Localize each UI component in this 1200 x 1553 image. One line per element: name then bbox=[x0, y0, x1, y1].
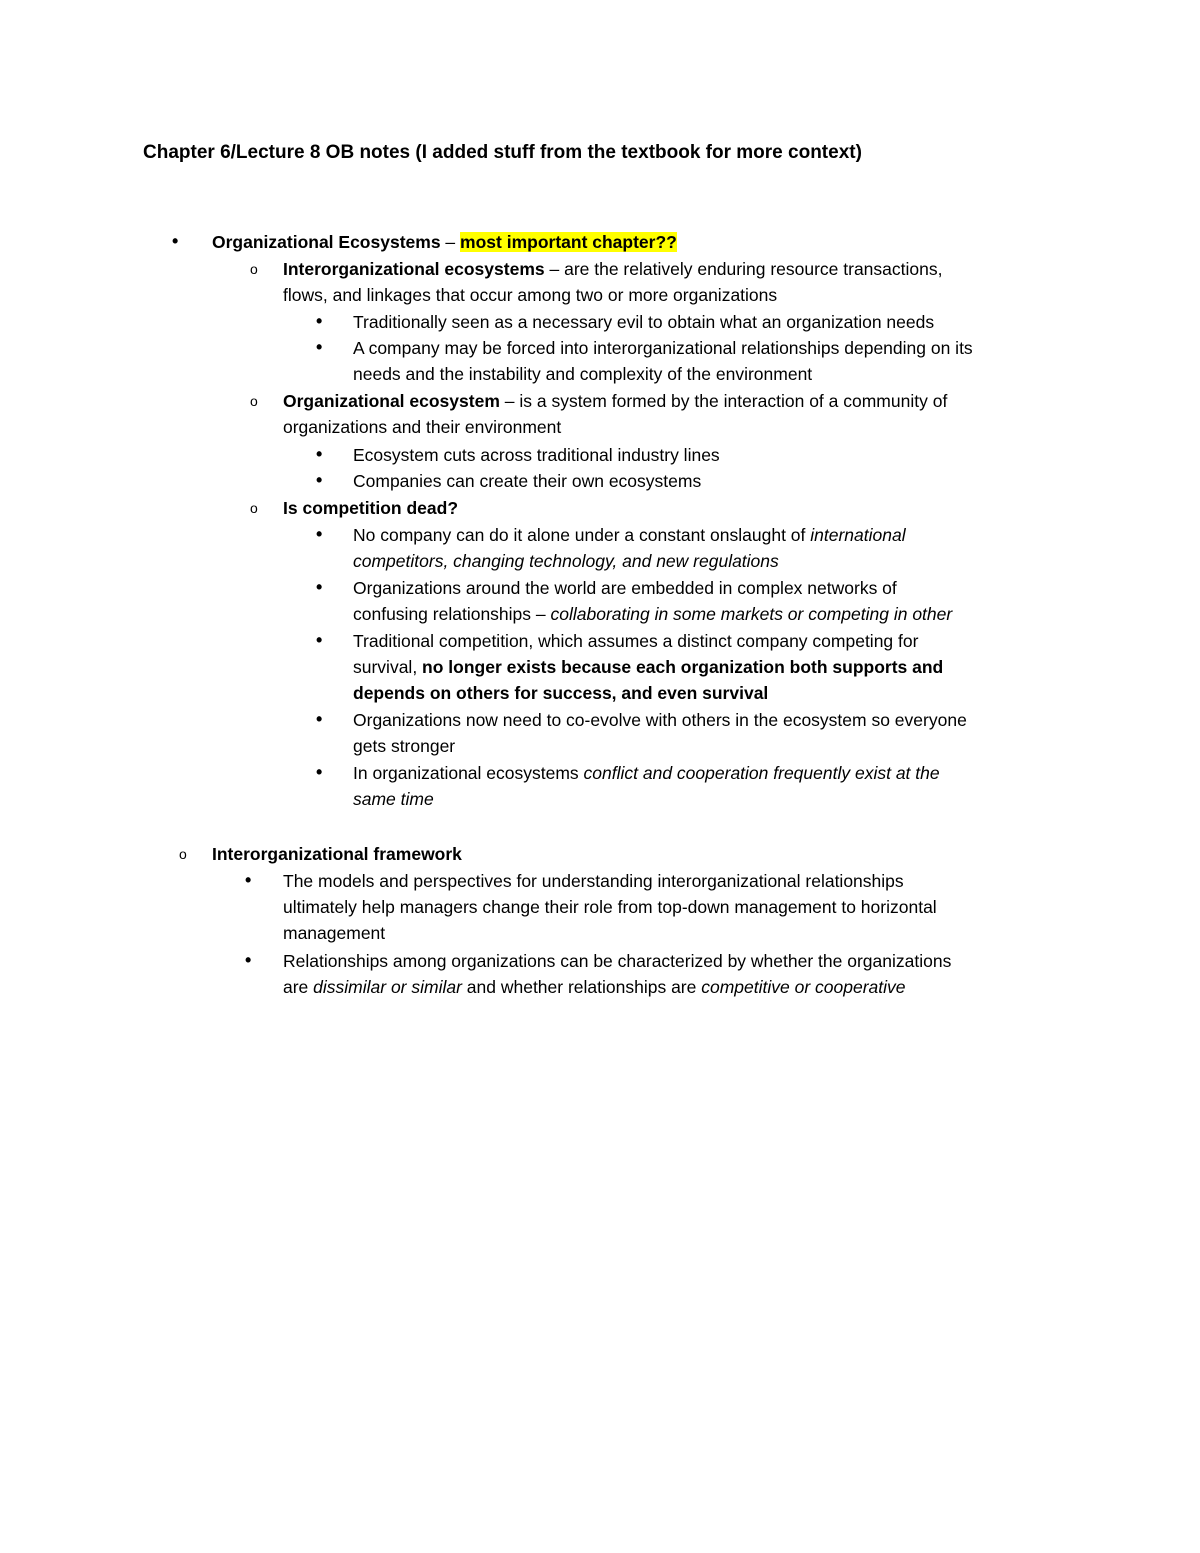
list-item: Organizations now need to co-evolve with others in the ecosystem so everyone bbox=[353, 710, 967, 730]
list-item-continuation: confusing relationships – collaborating in some markets or competing in other bbox=[353, 604, 953, 624]
subheading-framework: Interorganizational framework bbox=[212, 844, 462, 864]
list-item: In organizational ecosystems conflict and cooperation frequently exist at the bbox=[353, 763, 940, 783]
list-item-continuation: same time bbox=[353, 789, 434, 809]
list-item: A company may be forced into interorganizational relationships depending on its bbox=[353, 338, 973, 358]
bullet-icon: • bbox=[316, 577, 323, 597]
list-item-continuation: ultimately help managers change their role from top-down management to horizontal bbox=[283, 897, 937, 917]
list-item-continuation: needs and the instability and complexity of the environment bbox=[353, 364, 813, 384]
list-item: Ecosystem cuts across traditional industry lines bbox=[353, 445, 720, 465]
term-org-ecosystem: Organizational ecosystem bbox=[283, 391, 500, 411]
list-item-continuation: gets stronger bbox=[353, 736, 456, 756]
list-item: Traditional competition, which assumes a distinct company competing for bbox=[353, 631, 919, 651]
list-item-interorg-ecosystems: Interorganizational ecosystems – are the relatively enduring resource transactions, bbox=[283, 259, 943, 279]
list-item-org-ecosystems: Organizational Ecosystems – most important chapter?? bbox=[212, 232, 677, 252]
bullet-icon: • bbox=[316, 470, 323, 490]
bullet-icon: • bbox=[316, 762, 323, 782]
subheading-competition: Is competition dead? bbox=[283, 498, 459, 518]
list-item-continuation: are dissimilar or similar and whether relationships are competitive or cooperative bbox=[283, 977, 906, 997]
list-item-continuation: survival, no longer exists because each organization both supports and bbox=[353, 657, 944, 677]
term-interorg-ecosystems: Interorganizational ecosystems bbox=[283, 259, 545, 279]
bullet-icon: • bbox=[316, 524, 323, 544]
list-item-continuation: competitors, changing technology, and new regulations bbox=[353, 551, 779, 571]
definition-continuation: flows, and linkages that occur among two or more organizations bbox=[283, 285, 778, 305]
circle-bullet-icon: o bbox=[179, 846, 187, 862]
page-title: Chapter 6/Lecture 8 OB notes (I added stuff from the textbook for more context) bbox=[143, 142, 862, 163]
list-item-continuation: depends on others for success, and even survival bbox=[353, 683, 769, 703]
list-item: No company can do it alone under a constant onslaught of international bbox=[353, 525, 906, 545]
circle-bullet-icon: o bbox=[250, 500, 258, 516]
bullet-icon: • bbox=[316, 337, 323, 357]
definition-continuation: organizations and their environment bbox=[283, 417, 562, 437]
bullet-icon: • bbox=[316, 630, 323, 650]
circle-bullet-icon: o bbox=[250, 393, 258, 409]
list-item: The models and perspectives for understanding interorganizational relationships bbox=[283, 871, 904, 891]
circle-bullet-icon: o bbox=[250, 261, 258, 277]
list-item-continuation: management bbox=[283, 923, 386, 943]
bullet-icon: • bbox=[316, 311, 323, 331]
list-item: Companies can create their own ecosystems bbox=[353, 471, 702, 491]
highlight-note: most important chapter?? bbox=[460, 232, 677, 252]
bullet-icon: • bbox=[172, 231, 179, 251]
list-item: Organizations around the world are embedded in complex networks of bbox=[353, 578, 897, 598]
bullet-icon: • bbox=[316, 709, 323, 729]
bullet-icon: • bbox=[245, 950, 252, 970]
bullet-icon: • bbox=[245, 870, 252, 890]
list-item: Traditionally seen as a necessary evil to obtain what an organization needs bbox=[353, 312, 935, 332]
bullet-icon: • bbox=[316, 444, 323, 464]
list-item-org-ecosystem: Organizational ecosystem – is a system formed by the interaction of a community of bbox=[283, 391, 948, 411]
list-item: Relationships among organizations can be characterized by whether the organizations bbox=[283, 951, 952, 971]
term-org-ecosystems: Organizational Ecosystems bbox=[212, 232, 441, 252]
